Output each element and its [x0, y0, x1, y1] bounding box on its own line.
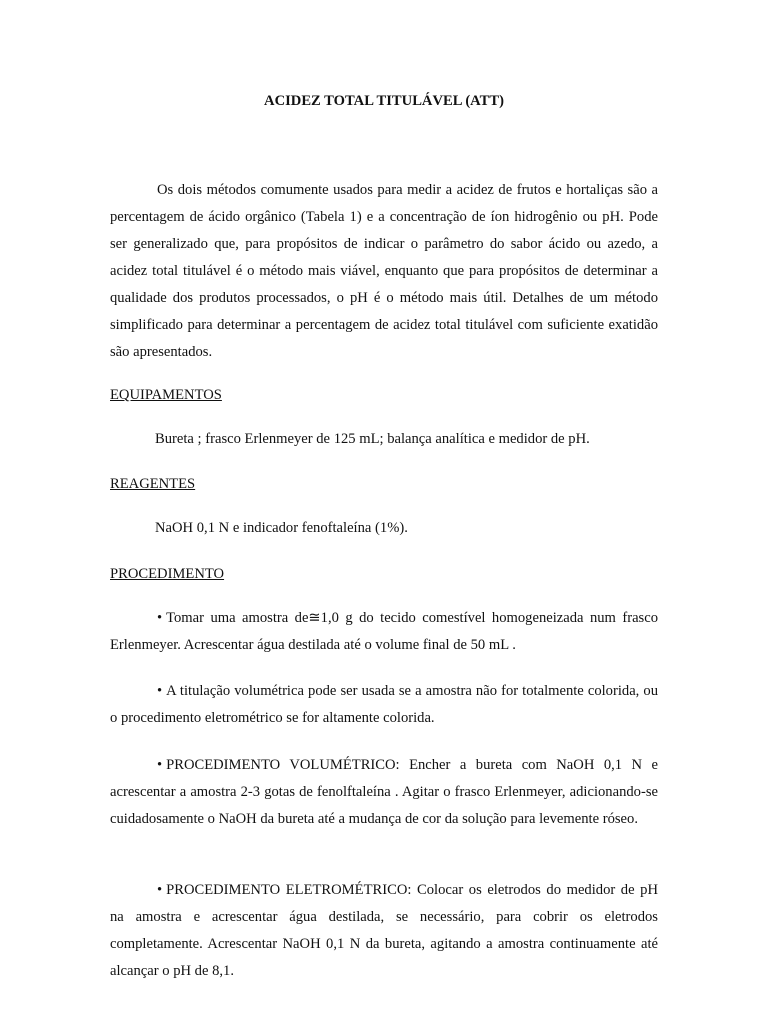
procedure-step-text: A titulação volumétrica pode ser usada se a amostra não for totalmente colorida, ou o procedimento eletrométrico se for altamente colorida. — [110, 683, 658, 726]
bullet-icon: • — [157, 610, 163, 626]
procedure-step — [110, 605, 658, 659]
procedure-step-text: PROCEDIMENTO VOLUMÉTRICO: Encher a bureta com NaOH 0,1 N e acrescentar a amostra 2-3 gotas de fenolftaleína . Agitar o frasco Erlenmeyer, adicionando-se cuidadosamente o NaOH da bureta até a mudança de cor da solução para levemente róseo. — [110, 757, 658, 827]
bullet-icon: • — [157, 683, 163, 699]
equipamentos-text: Bureta ; frasco Erlenmeyer de 125 mL; balança analítica e medidor de pH. — [155, 431, 590, 447]
procedure-step — [110, 877, 658, 985]
procedure-step-text: PROCEDIMENTO ELETROMÉTRICO: Colocar os eletrodos do medidor de pH na amostra e acrescentar água destilada, se necessário, para cobrir os eletrodos completamente. Acrescentar NaOH 0,1 N da bureta, agitando a amostra continuamente até alcançar o pH de 8,1. — [110, 882, 658, 979]
document-title: ACIDEZ TOTAL TITULÁVEL (ATT) — [264, 93, 504, 109]
equipamentos-heading: EQUIPAMENTOS — [110, 387, 222, 403]
procedimento-heading: PROCEDIMENTO — [110, 566, 225, 582]
reagentes-text: NaOH 0,1 N e indicador fenoftaleína (1%). — [155, 520, 408, 536]
reagentes-heading: REAGENTES — [110, 476, 196, 492]
bullet-icon: • — [157, 757, 163, 773]
procedure-step-text: Tomar uma amostra de≅1,0 g do tecido comestível homogeneizada num frasco Erlenmeyer. Acrescentar água destilada até o volume final de 50 mL . — [110, 610, 658, 653]
procedure-step — [110, 678, 658, 732]
intro-paragraph: Os dois métodos comumente usados para medir a acidez de frutos e hortaliças são a percentagem de ácido orgânico (Tabela 1) e a concentração de íon hidrogênio ou pH. Pode ser generalizado que, para propósitos de indicar o parâmetro do sabor ácido ou azedo, a acidez total titulável é o método mais viável, enquanto que para propósitos de determinar a qualidade dos produtos processados, o pH é o método mais útil. Detalhes de um método simplificado para determinar a percentagem de acidez total titulável com suficiente exatidão são apresentados. — [110, 182, 658, 360]
bullet-icon: • — [157, 882, 163, 898]
procedure-step — [110, 752, 658, 833]
